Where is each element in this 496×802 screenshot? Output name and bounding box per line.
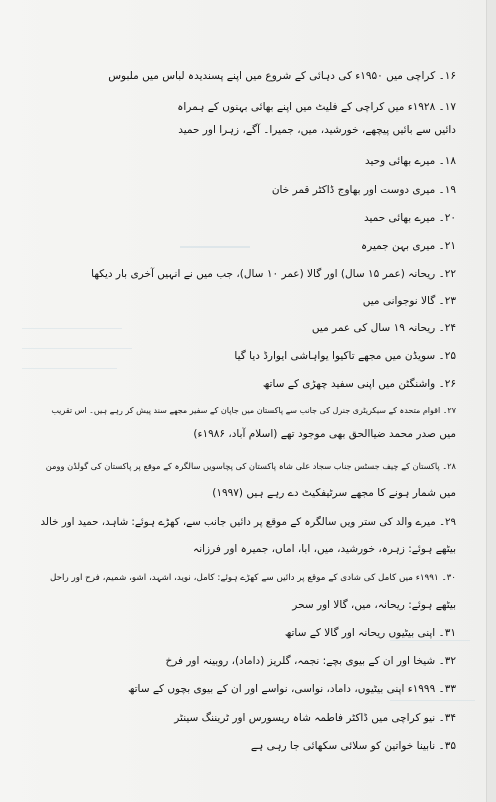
caption-line: ۲۶۔ واشنگٹن میں اپنی سفید چھڑی کے ساتھ <box>262 378 456 390</box>
caption-line: بیٹھے ہوئے: ریحانہ، میں، گالا اور سحر <box>292 599 456 611</box>
caption-line: ۱۸۔ میرے بھائی وحید <box>364 155 456 167</box>
caption-line: ۲۰۔ میرے بھائی حمید <box>363 212 456 224</box>
caption-line: ۲۴۔ ریحانہ ۱۹ سال کی عمر میں <box>311 322 456 334</box>
caption-line: ۲۵۔ سویڈن میں مجھے تاکیوا یواہاشی ایوارڈ دیا گیا <box>234 350 456 362</box>
caption-line: ۲۳۔ گالا نوجوانی میں <box>362 295 456 307</box>
caption-line: دائیں سے بائیں پیچھے، خورشید، میں، جمیرا۔ آگے، زہرا اور حمید <box>178 124 456 136</box>
caption-line: میں شمار ہونے کا مجھے سرٹیفکیٹ دے رہے ہیں (۱۹۹۷) <box>212 487 456 499</box>
caption-line: ۳۱۔ اپنی بیٹیوں ریحانہ اور گالا کے ساتھ <box>284 627 456 639</box>
caption-line: ۲۷۔ اقوام متحدہ کے سیکریٹری جنرل کی جانب سے پاکستان میں جاپان کے سفیر مجھے سند پیش کر رہے ہیں۔ اس تقریب <box>51 406 456 415</box>
caption-line: ۳۴۔ نیو کراچی میں ڈاکٹر فاطمہ شاہ ریسورس اور ٹریننگ سینٹر <box>174 712 456 724</box>
caption-line: ۲۹۔ میرے والد کی ستر ویں سالگرہ کے موقع پر دائیں جانب سے، کھڑے ہوئے: شاہد، حمید اور خالد <box>40 516 456 528</box>
caption-line: ۲۸۔ پاکستان کے چیف جسٹس جناب سجاد علی شاہ پاکستان کی پچاسویں سالگرہ کے موقع پر پاکستان کی گولڈن وومن <box>45 461 456 471</box>
caption-line: ۱۷۔ ۱۹۲۸ء میں کراچی کے فلیٹ میں اپنے بھائی بہنوں کے ہمراہ <box>177 101 456 113</box>
page-edge <box>486 0 496 802</box>
caption-line: ۲۲۔ ریحانہ (عمر ۱۵ سال) اور گالا (عمر ۱۰ سال)، جب میں نے انہیں آخری بار دیکھا <box>91 268 456 280</box>
caption-line: ۳۵۔ نابینا خواتین کو سلائی سکھائی جا رہی ہے <box>250 740 456 752</box>
caption-line: بیٹھے ہوئے: زہرہ، خورشید، میں، ابا، اماں، جمیرہ اور فرزانہ <box>193 543 456 555</box>
bleed-through-mark <box>22 338 132 349</box>
caption-line: ۱۹۔ میری دوست اور بھاوج ڈاکٹر قمر خان <box>271 184 456 196</box>
caption-line: ۳۰۔ ۱۹۹۱ء میں کامل کی شادی کے موقع پر دائیں سے کھڑے ہوئے: کامل، نوید، اشہد، اشو، شمیم، فرح اور راحل <box>50 573 456 583</box>
caption-line: ۳۳۔ ۱۹۹۹ء اپنی بیٹیوں، داماد، نواسی، نواسے اور ان کے بیوی بچوں کے ساتھ <box>127 683 456 695</box>
caption-line: میں صدر محمد ضیاالحق بھی موجود تھے (اسلام آباد، ۱۹۸۶ء) <box>193 428 456 440</box>
caption-line: ۱۶۔ کراچی میں ۱۹۵۰ء کی دہائی کے شروع میں اپنے پسندیدہ لباس میں ملبوس <box>108 70 456 82</box>
caption-line: ۳۲۔ شیخا اور ان کے بیوی بچے: نجمہ، گلریز (داماد)، روبینہ اور فرخ <box>165 655 456 667</box>
caption-line: ۲۱۔ میری بہن جمیرہ <box>361 240 456 252</box>
